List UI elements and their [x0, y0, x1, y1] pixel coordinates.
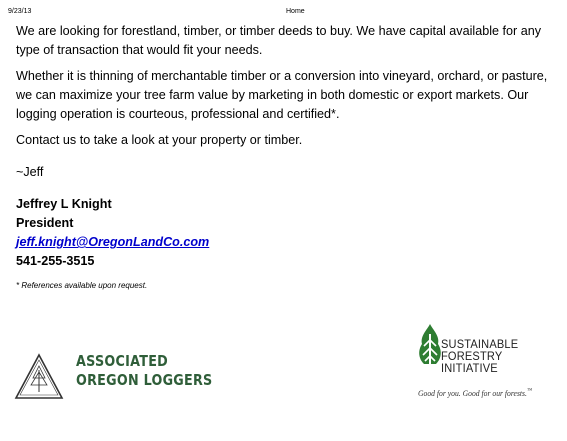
main-content — [16, 22, 551, 291]
sfi-trademark: ™ — [526, 388, 533, 395]
contact-paragraph: Contact us to take a look at your property or timber. — [16, 133, 303, 147]
phone-number: 541-255-3515 — [16, 254, 95, 268]
aol-seal-icon — [14, 352, 64, 402]
email-link[interactable]: jeff.knight@OregonLandCo.com — [16, 235, 210, 249]
sfi-line1: SUSTAINABLE — [441, 337, 519, 351]
page-title: Home — [286, 8, 305, 15]
aol-wordmark — [76, 352, 213, 390]
sfi-line2: FORESTRY — [441, 349, 503, 363]
references-footnote: * References available upon request. — [16, 281, 148, 290]
sfi-tree-icon — [416, 322, 444, 372]
associated-oregon-loggers-logo — [14, 350, 214, 402]
signoff: ~Jeff — [16, 165, 44, 179]
intro-paragraph: We are looking for forestland, timber, or timber deeds to buy. We have capital available for any type of transaction that would fit your needs. — [16, 24, 542, 57]
sfi-logo — [414, 322, 554, 402]
print-date: 9/23/13 — [8, 8, 32, 15]
aol-line2: OREGON LOGGERS — [76, 371, 213, 389]
contact-name: Jeffrey L Knight — [16, 197, 112, 211]
sfi-tagline-text: Good for you. Good for our forests. — [418, 388, 527, 398]
contact-title: President — [16, 216, 74, 230]
sfi-tagline — [418, 388, 532, 398]
aol-line1: ASSOCIATED — [76, 352, 169, 370]
services-paragraph: Whether it is thinning of merchantable timber or a conversion into vineyard, orchard, or pasture, we can maximize your tree farm value by marketing in both domestic or export markets. Our logging operation is courteous, professional and certified*. — [16, 69, 548, 121]
sfi-wordmark — [441, 338, 518, 374]
sfi-line3: INITIATIVE — [441, 361, 498, 375]
